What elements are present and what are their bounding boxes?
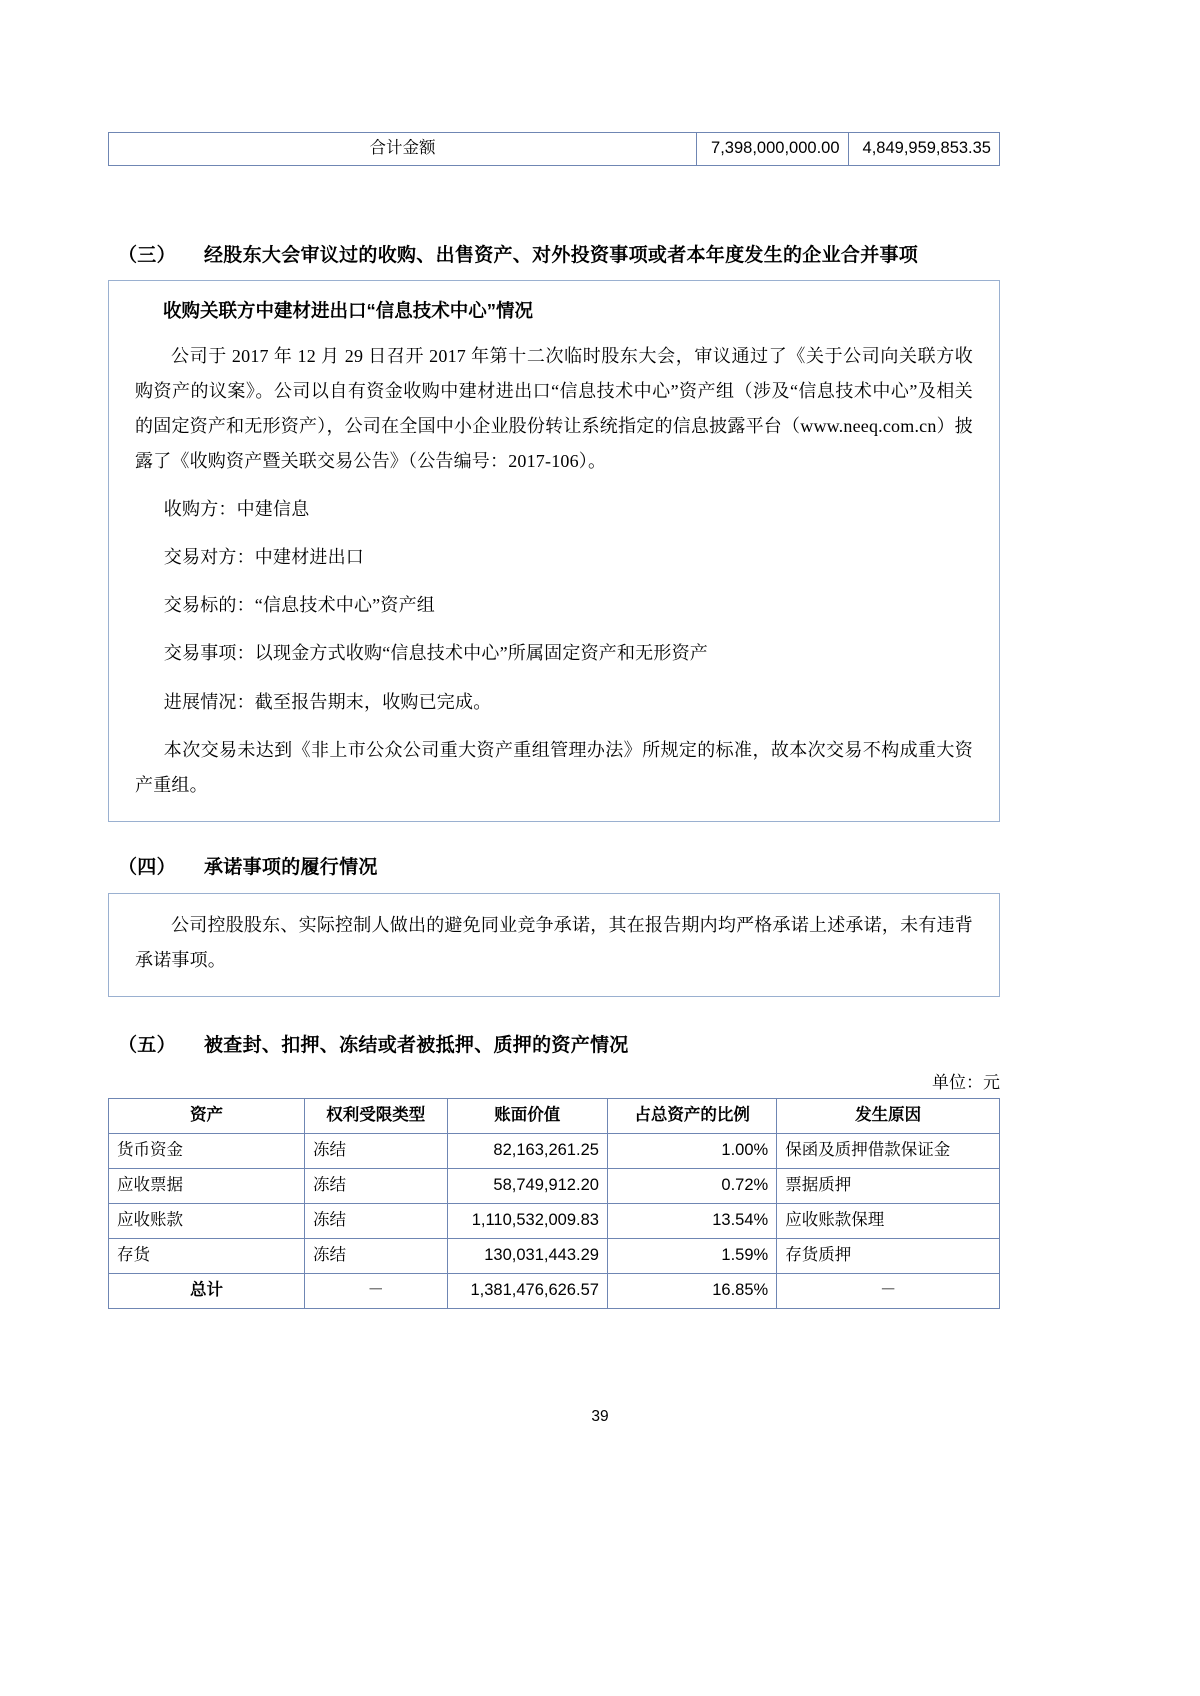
table-row — [109, 1133, 1000, 1168]
table — [108, 1098, 1000, 1309]
cell-asset: 存货 — [109, 1238, 305, 1273]
table-row — [109, 1238, 1000, 1273]
section-number-three: （三） — [118, 245, 176, 266]
acquisition-content-box — [108, 280, 1000, 822]
cell-ratio: 13.54% — [607, 1203, 776, 1238]
section-heading-three — [118, 240, 918, 267]
column-header-asset: 资产 — [109, 1099, 305, 1134]
commitment-paragraph-1: 公司控股股东、实际控制人做出的避免同业竞争承诺，其在报告期内均严格承诺上述承诺，未有违背承诺事项。 — [135, 915, 973, 971]
section-title-three: 经股东大会审议过的收购、出售资产、对外投资事项或者本年度发生的企业合并事项 — [204, 245, 919, 266]
cell-total-reason: － — [777, 1273, 1000, 1308]
cell-asset: 应收票据 — [109, 1168, 305, 1203]
acquisition-paragraph-1: 公司于 2017 年 12 月 29 日召开 2017 年第十二次临时股东大会，审议通过了《关于公司向关联方收购资产的议案》。公司以自有资金收购中建材进出口“信息技术中心”资产组（涉及“信息技术中心”及相关的固定资产和无形资产），公司在全国中小企业股份转让系统指定的信息披露平台（www.neeq.com.cn）披露了《收购资产暨关联交易公告》（公告编号：2017-106）。 — [135, 345, 973, 472]
cell-type: 冻结 — [305, 1133, 448, 1168]
table-row — [109, 1203, 1000, 1238]
cell-total-label: 总计 — [109, 1273, 305, 1308]
column-header-ratio: 占总资产的比例 — [607, 1099, 776, 1134]
section-title-five: 被查封、扣押、冻结或者被抵押、质押的资产情况 — [204, 1035, 629, 1056]
section-heading-five — [118, 1030, 629, 1057]
cell-reason: 存货质押 — [777, 1238, 1000, 1273]
cell-value: 82,163,261.25 — [447, 1133, 607, 1168]
cell-ratio: 1.59% — [607, 1238, 776, 1273]
restricted-assets-table — [108, 1098, 1000, 1309]
table-row — [109, 133, 1000, 166]
cell-total-type: － — [305, 1273, 448, 1308]
acquisition-subject: 交易标的：“信息技术中心”资产组 — [163, 595, 435, 616]
section-title-four: 承诺事项的履行情况 — [204, 857, 378, 878]
cell-value: 1,110,532,009.83 — [447, 1203, 607, 1238]
acquisition-transaction: 交易事项：以现金方式收购“信息技术中心”所属固定资产和无形资产 — [163, 643, 708, 664]
cell-total-ratio: 16.85% — [607, 1273, 776, 1308]
table-row — [109, 1168, 1000, 1203]
page-number: 39 — [591, 1408, 609, 1425]
cell-type: 冻结 — [305, 1238, 448, 1273]
commitment-content-box — [108, 893, 1000, 997]
cell-asset: 应收账款 — [109, 1203, 305, 1238]
cell-value: 58,749,912.20 — [447, 1168, 607, 1203]
section-number-five: （五） — [118, 1035, 176, 1056]
column-header-value: 账面价值 — [447, 1099, 607, 1134]
acquisition-box-title: 收购关联方中建材进出口“信息技术中心”情况 — [163, 300, 534, 321]
acquisition-buyer: 收购方：中建信息 — [163, 499, 310, 520]
section-number-four: （四） — [118, 857, 176, 878]
total-value-1: 7,398,000,000.00 — [697, 133, 848, 166]
cell-type: 冻结 — [305, 1203, 448, 1238]
cell-reason: 保函及质押借款保证金 — [777, 1133, 1000, 1168]
column-header-type: 权利受限类型 — [305, 1099, 448, 1134]
cell-ratio: 0.72% — [607, 1168, 776, 1203]
acquisition-progress: 进展情况：截至报告期末，收购已完成。 — [163, 691, 492, 712]
summary-total-table — [108, 132, 1000, 166]
unit-label: 单位：元 — [932, 1073, 1000, 1092]
cell-total-value: 1,381,476,626.57 — [447, 1273, 607, 1308]
table-header-row — [109, 1099, 1000, 1134]
table-total-row — [109, 1273, 1000, 1308]
section-heading-four — [118, 852, 378, 879]
cell-ratio: 1.00% — [607, 1133, 776, 1168]
column-header-reason: 发生原因 — [777, 1099, 1000, 1134]
table — [108, 132, 1000, 166]
acquisition-counterparty: 交易对方：中建材进出口 — [163, 547, 364, 568]
total-value-2: 4,849,959,853.35 — [848, 133, 999, 166]
cell-reason: 票据质押 — [777, 1168, 1000, 1203]
cell-asset: 货币资金 — [109, 1133, 305, 1168]
cell-type: 冻结 — [305, 1168, 448, 1203]
cell-value: 130,031,443.29 — [447, 1238, 607, 1273]
total-label: 合计金额 — [109, 133, 697, 166]
acquisition-note: 本次交易未达到《非上市公众公司重大资产重组管理办法》所规定的标准，故本次交易不构成重大资产重组。 — [135, 739, 973, 795]
cell-reason: 应收账款保理 — [777, 1203, 1000, 1238]
